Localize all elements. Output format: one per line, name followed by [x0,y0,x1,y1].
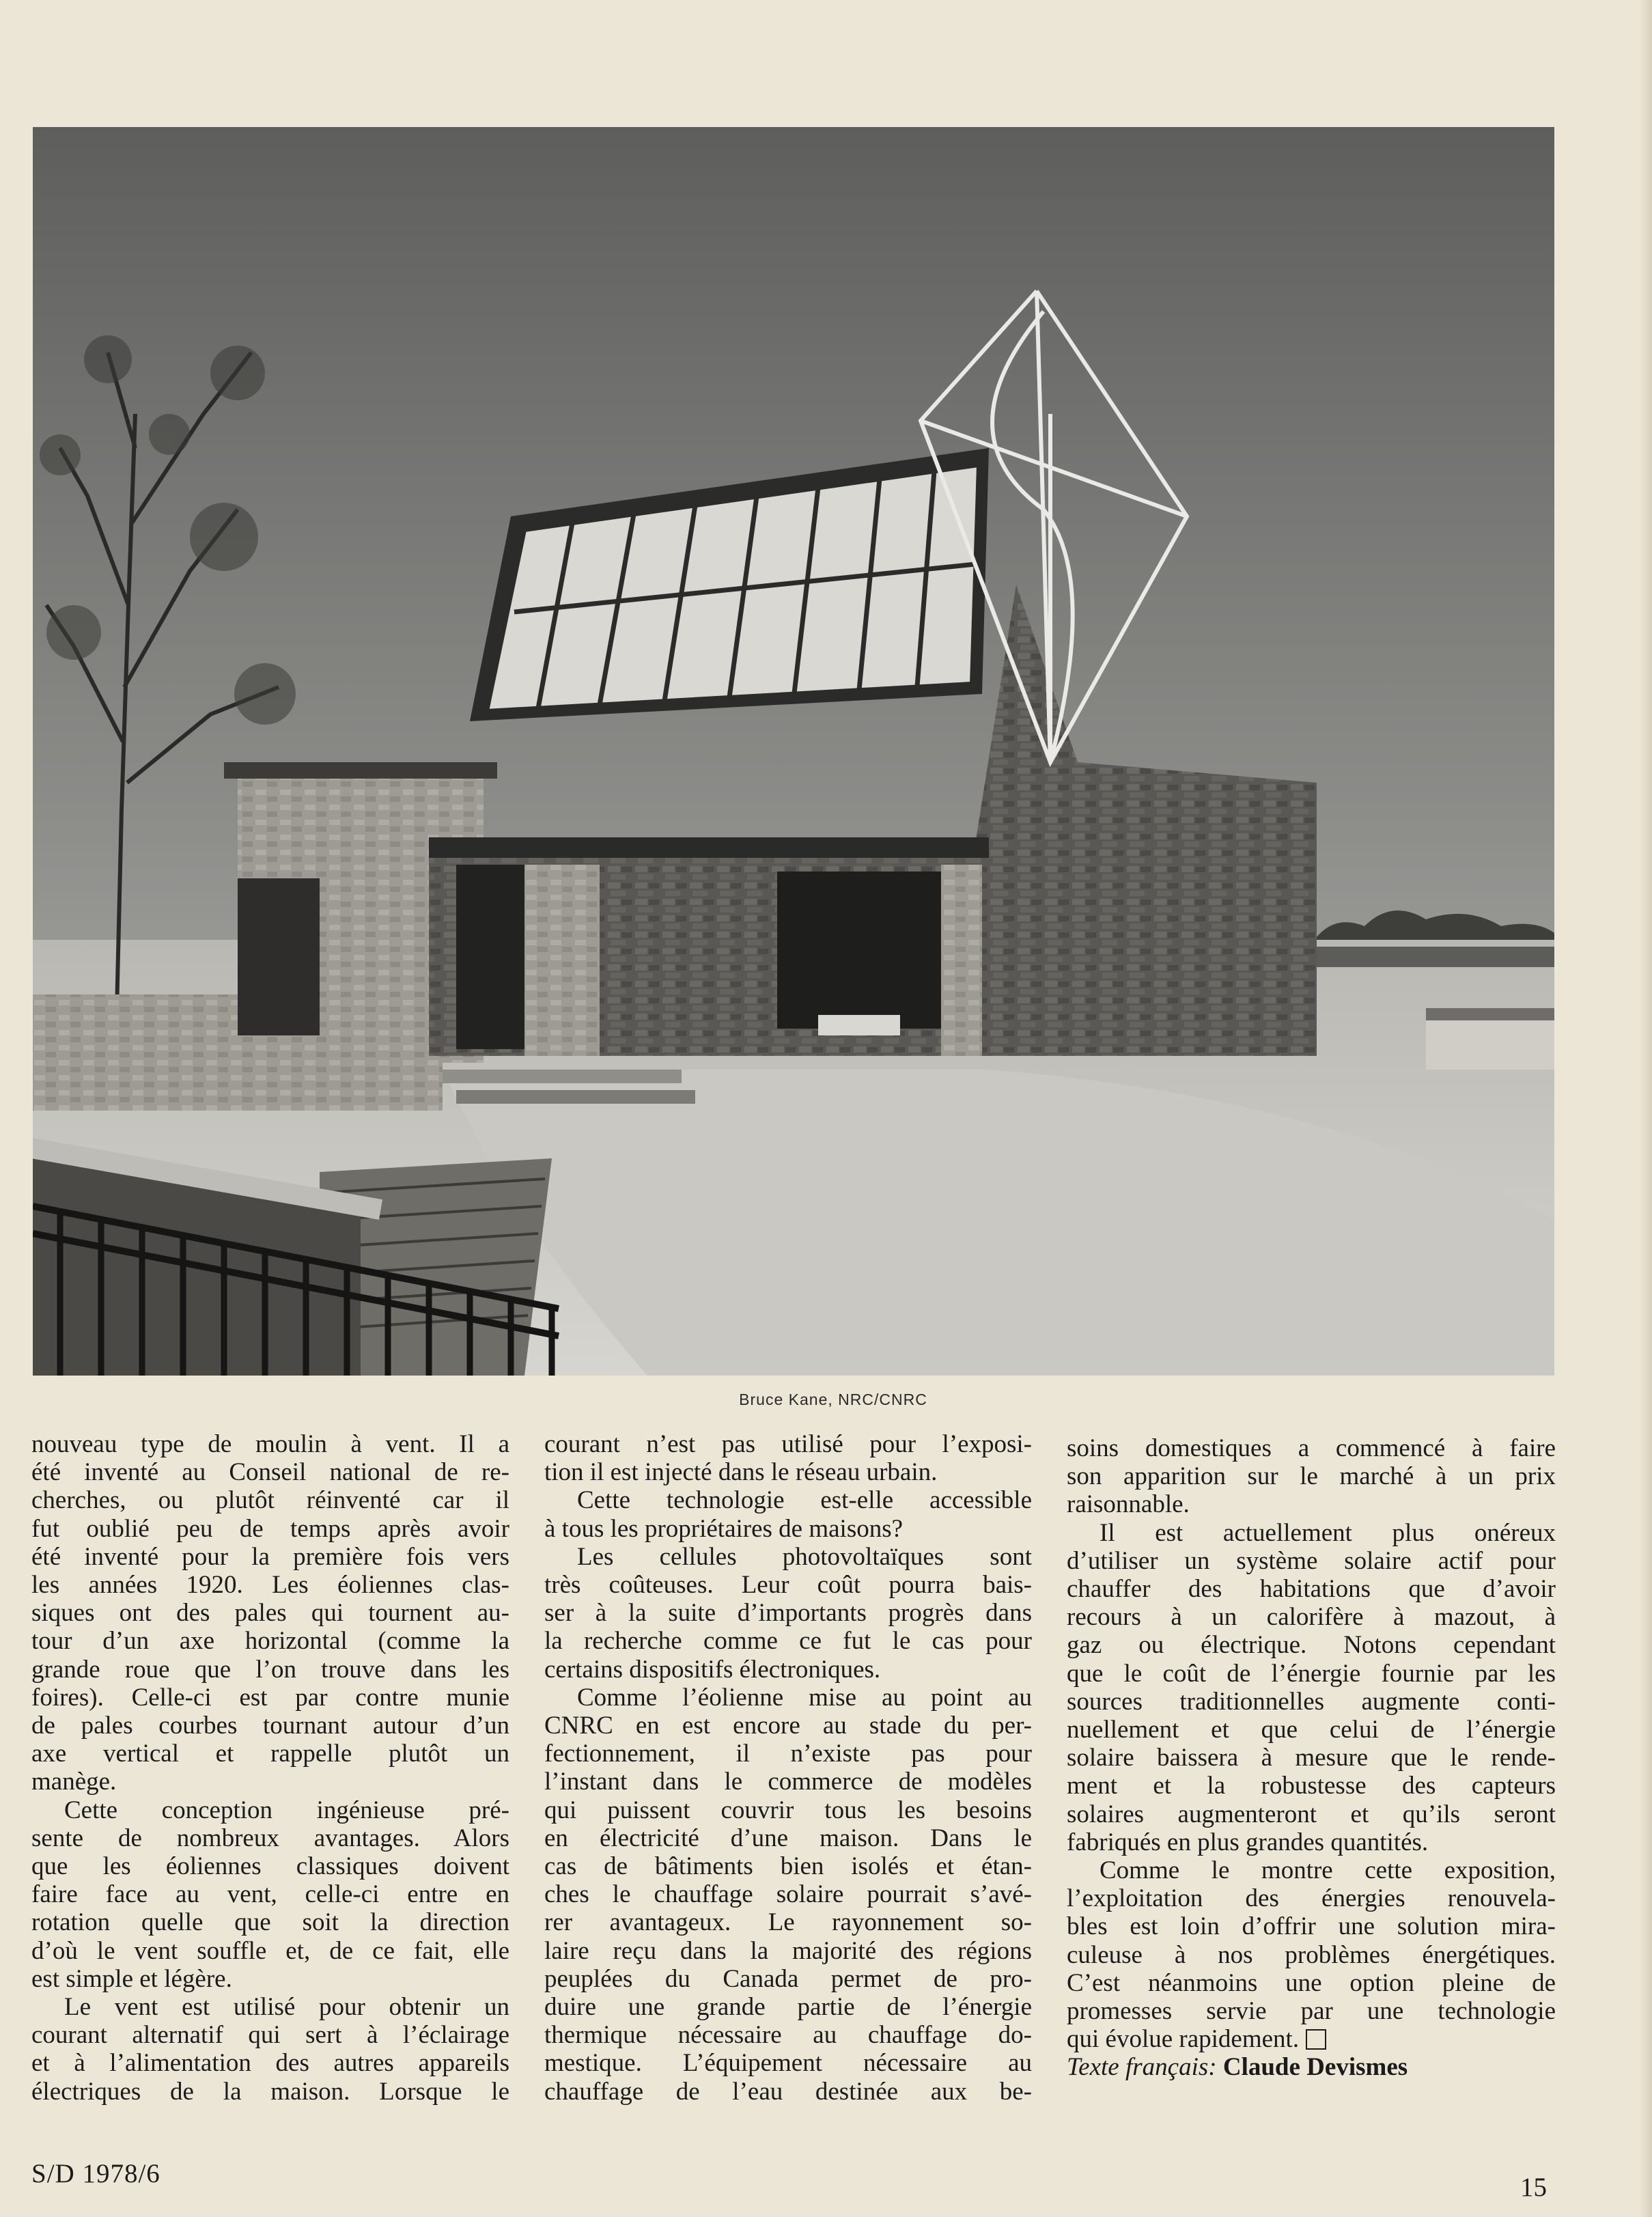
text-line: cas de bâtiments bien isolés et étan- [544,1852,1032,1881]
text-line: peuplées du Canada permet de pro- [544,1964,1032,1993]
text-line: certains dispositifs électroniques. [544,1655,881,1684]
text-line: d’où le vent souffle et, de ce fait, elle [31,1936,509,1965]
text-line: Cette technologie est-elle accessible [577,1486,1032,1515]
text-line: tour d’un axe horizontal (comme la [31,1627,509,1656]
text-line: d’utiliser un système solaire actif pour [1067,1546,1556,1575]
translation-label: Texte français: [1067,2053,1217,2082]
text-line: Cette conception ingénieuse pré- [64,1796,509,1824]
text-line: l’exploitation des énergies renouvela- [1067,1884,1556,1913]
end-of-article-square-icon [1306,2029,1326,2050]
text-line: été inventé pour la première fois vers [31,1542,509,1571]
text-line: les années 1920. Les éoliennes clas- [31,1571,509,1600]
text-line: l’instant dans le commerce de modèles [544,1768,1032,1796]
text-line: tion il est injecté dans le réseau urbain. [544,1458,938,1487]
text-line: en électricité d’une maison. Dans le [544,1824,1032,1852]
text-line: Les cellules photovoltaïques sont [577,1542,1032,1571]
article-column-2 [544,1430,1032,2106]
text-line: Comme le montre cette exposition, [1100,1856,1556,1885]
photo-credit: Bruce Kane, NRC/CNRC [739,1391,927,1408]
text-line: Il est actuellement plus onéreux [1100,1518,1556,1547]
text-line: duire une grande partie de l’énergie [544,1993,1032,2022]
text-line: sources traditionnelles augmente conti- [1067,1687,1556,1716]
text-line: rer avantageux. Le rayonnement so- [544,1908,1032,1937]
text-line: courant alternatif qui sert à l’éclairage [31,2021,509,2050]
text-line: chauffage de l’eau destinée aux be- [544,2077,1032,2106]
text-line: soins domestiques a commencé à faire [1067,1434,1556,1462]
text-line: rotation quelle que soit la direction [31,1908,509,1937]
text-line: CNRC en est encore au stade du per- [544,1712,1032,1740]
text-line: faire face au vent, celle-ci entre en [31,1880,509,1909]
text-line: culeuse à nos problèmes énergétiques. [1067,1940,1556,1969]
text-line: que le coût de l’énergie fournie par les [1067,1659,1556,1688]
page-number: 15 [1520,2173,1547,2202]
text-line: solaire baissera à mesure que le rende- [1067,1744,1556,1772]
text-line: son apparition sur le marché à un prix [1067,1462,1556,1491]
translation-credit [1067,2053,1556,2081]
text-line: solaires augmenteront et qu’ils seront [1067,1800,1556,1828]
text-line: à tous les propriétaires de maisons? [544,1514,904,1543]
text-line: promesses servie par une technologie [1067,1997,1556,2026]
text-line: courant n’est pas utilisé pour l’exposi- [544,1430,1032,1458]
text-line: nouveau type de moulin à vent. Il a [31,1430,509,1458]
solar-house-photo [33,127,1554,1376]
text-line: ches le chauffage solaire pourrait s’avé- [544,1880,1032,1909]
text-line: été inventé au Conseil national de re- [31,1458,509,1487]
article-column-3 [1067,1434,1556,2082]
closing-sentence: qui évolue rapidement. [1067,2025,1300,2054]
text-line: fectionnement, il n’existe pas pour [544,1740,1032,1768]
text-line: laire reçu dans la majorité des régions [544,1936,1032,1965]
page-spine-shadow [1640,0,1652,2217]
translator-name: Claude Devismes [1222,2053,1408,2082]
issue-label: S/D 1978/6 [31,2159,160,2188]
text-line: électriques de la maison. Lorsque le [31,2077,509,2106]
text-line: ser à la suite d’importants progrès dans [544,1599,1032,1628]
text-line: recours à un calorifère à mazout, à [1067,1603,1556,1632]
text-line: Le vent est utilisé pour obtenir un [64,1993,509,2022]
text-line: qui puissent couvrir tous les besoins [544,1796,1032,1824]
text-line: cherches, ou plutôt réinventé car il [31,1486,509,1515]
text-line: très coûteuses. Leur coût pourra bais- [544,1571,1032,1600]
text-line: siques ont des pales qui tournent au- [31,1599,509,1628]
text-line: est simple et légère. [31,1964,232,1993]
article-column-1 [31,1430,509,2106]
text-line: fabriqués en plus grandes quantités. [1067,1828,1429,1856]
text-line: chauffer des habitations que d’avoir [1067,1575,1556,1604]
text-line [1067,2025,1556,2053]
text-line: que les éoliennes classiques doivent [31,1852,509,1881]
text-line: et à l’alimentation des autres appareils [31,2049,509,2078]
text-line: fut oublié peu de temps après avoir [31,1514,509,1543]
text-line: la recherche comme ce fut le cas pour [544,1627,1032,1656]
text-line: mestique. L’équipement nécessaire au [544,2049,1032,2078]
text-line: manège. [31,1768,117,1796]
text-line: gaz ou électrique. Notons cependant [1067,1631,1556,1660]
text-line: raisonnable. [1067,1490,1190,1519]
text-line: C’est néanmoins une option pleine de [1067,1968,1556,1997]
text-line: grande roue que l’on trouve dans les [31,1655,509,1684]
text-line: Comme l’éolienne mise au point au [577,1683,1032,1712]
text-line: axe vertical et rappelle plutôt un [31,1740,509,1768]
text-line: foires). Celle-ci est par contre munie [31,1683,509,1712]
text-line: bles est loin d’offrir une solution mira- [1067,1912,1556,1941]
text-line: nuellement et que celui de l’énergie [1067,1716,1556,1744]
text-line: ment et la robustesse des capteurs [1067,1772,1556,1800]
text-line: sente de nombreux avantages. Alors [31,1824,509,1852]
text-line: de pales courbes tournant autour d’un [31,1712,509,1740]
text-line: thermique nécessaire au chauffage do- [544,2021,1032,2050]
